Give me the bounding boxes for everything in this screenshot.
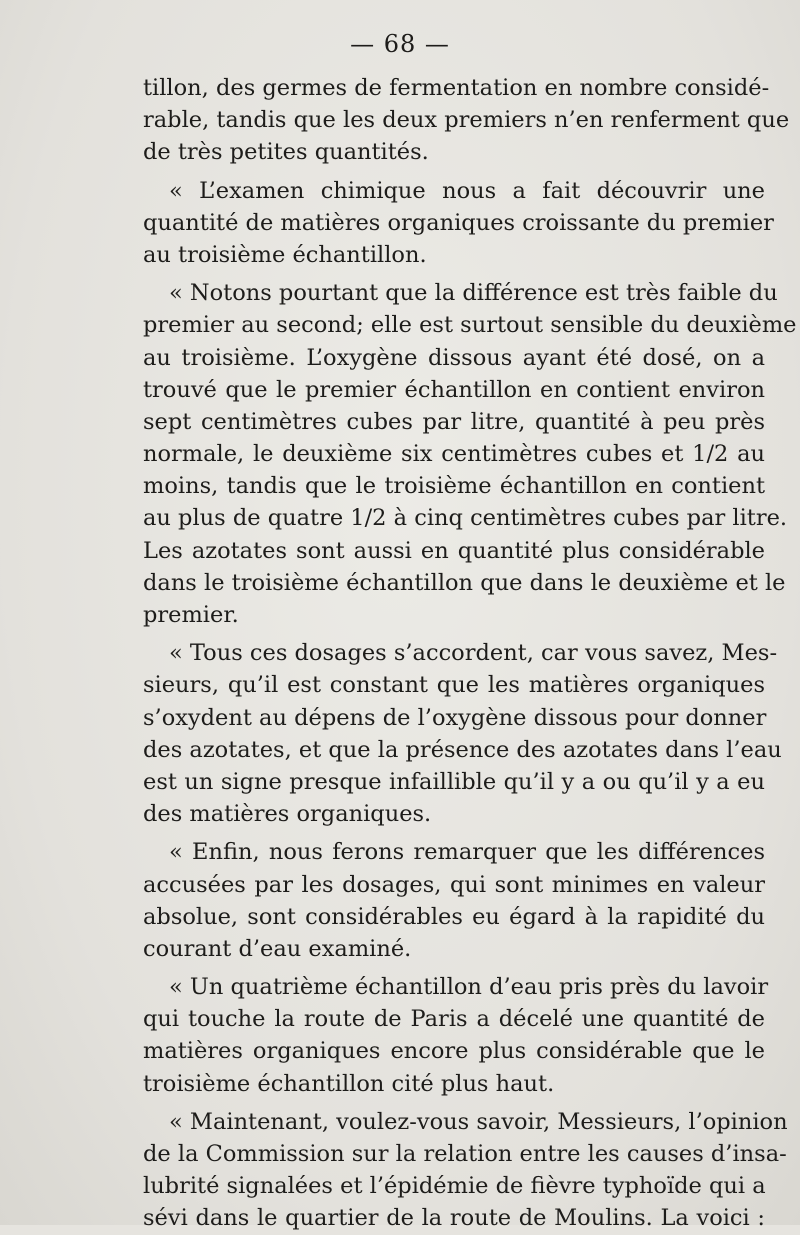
text-line: sept centimètres cubes par litre, quantité à peu près — [143, 408, 765, 435]
text-line: « Tous ces dosages s’accordent, car vous savez, Mes- — [169, 640, 778, 667]
text-line: qui touche la route de Paris a décelé une quantité de — [143, 1006, 765, 1033]
text-line: matières organiques encore plus considérable que le — [143, 1038, 765, 1065]
text-line: trouvé que le premier échantillon en contient environ — [143, 376, 765, 403]
text-line: « Enfin, nous ferons remarquer que les différences — [169, 839, 765, 866]
text-line: premier. — [143, 602, 239, 628]
text-line: au troisième échantillon. — [143, 241, 427, 268]
text-line: « Notons pourtant que la différence est très faible du — [169, 280, 778, 307]
text-line: sieurs, qu’il est constant que les matières organiques — [143, 672, 765, 699]
text-line: troisième échantillon cité plus haut. — [143, 1070, 555, 1097]
text-line: moins, tandis que le troisième échantillon en contient — [143, 473, 765, 500]
text-line: tillon, des germes de fermentation en nombre considé- — [143, 75, 770, 101]
text-line: est un signe presque infaillible qu’il y a ou qu’il y a eu — [143, 768, 765, 795]
text-line: « L’examen chimique nous a fait découvrir une — [169, 177, 765, 204]
text-line: de la Commission sur la relation entre les causes d’insa- — [143, 1141, 787, 1167]
text-line: rable, tandis que les deux premiers n’en renferment que — [143, 107, 790, 134]
text-line: sévi dans le quartier de la route de Moulins. La voici : — [143, 1205, 765, 1232]
text-line: au plus de quatre 1/2 à cinq centimètres cubes par litre. — [143, 505, 788, 532]
text-line: lubrité signalées et l’épidémie de fièvre typhoïde qui a — [143, 1173, 766, 1200]
text-line: Les azotates sont aussi en quantité plus considérable — [143, 537, 765, 564]
text-line: dans le troisième échantillon que dans le deuxième et le — [143, 569, 786, 596]
text-line: « Maintenant, voulez-vous savoir, Messieurs, l’opinion — [169, 1108, 788, 1135]
text-line: au troisième. L’oxygène dissous ayant été dosé, on a — [143, 344, 765, 371]
text-line: quantité de matières organiques croissante du premier — [143, 209, 774, 236]
text-line: normale, le deuxième six centimètres cubes et 1/2 au — [143, 441, 765, 468]
text-line: « Un quatrième échantillon d’eau pris près du lavoir — [169, 974, 769, 1001]
text-line: accusées par les dosages, qui sont minimes en valeur — [143, 871, 765, 898]
text-line: absolue, sont considérables eu égard à la rapidité du — [143, 903, 765, 930]
page-number: — 68 — — [350, 30, 450, 58]
text-line: des matières organiques. — [143, 801, 432, 828]
body-text — [143, 72, 797, 1235]
text-line: courant d’eau examiné. — [143, 935, 412, 962]
text-line: de très petites quantités. — [143, 139, 429, 166]
text-line: des azotates, et que la présence des azotates dans l’eau — [143, 736, 782, 763]
text-line: s’oxydent au dépens de l’oxygène dissous pour donner — [143, 704, 767, 731]
text-line: premier au second; elle est surtout sensible du deuxième — [143, 312, 797, 339]
